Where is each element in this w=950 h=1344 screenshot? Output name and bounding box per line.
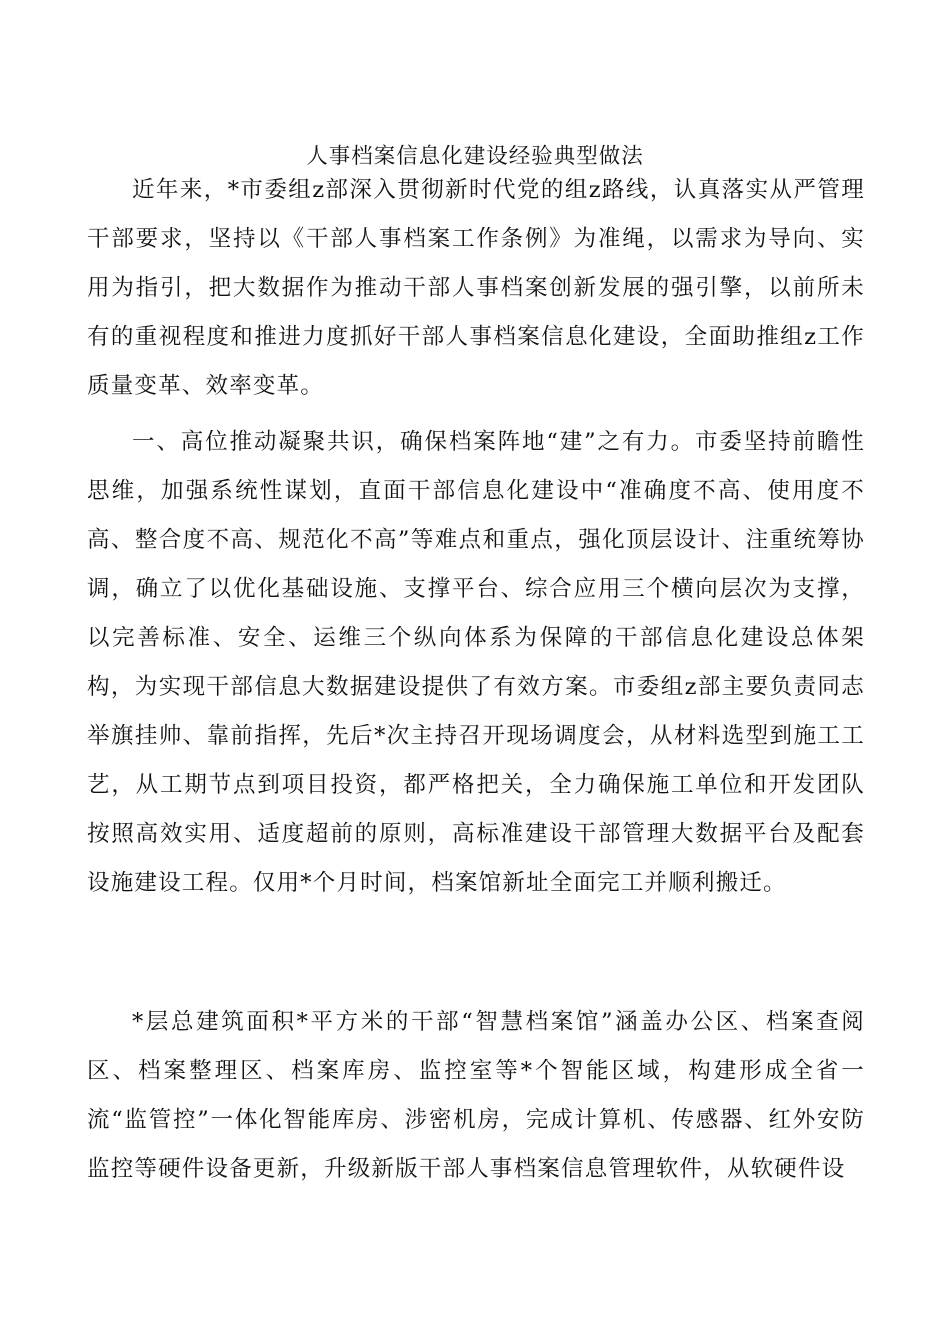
document-title: 人事档案信息化建设经验典型做法 [306,144,644,169]
paragraph-smart-archive: *层总建筑面积*平方米的干部“智慧档案馆”涵盖办公区、档案查阅区、档案整理区、档案库房、监控室等*个智能区域，构建形成全省一流“监管控”一体化智能库房、涉密机房，完成计算机、传感器、红外安防监控等硬件设备更新，升级新版干部人事档案信息管理软件，从软硬件设 [87,1009,865,1182]
paragraph-section-one: 一、高位推动凝聚共识，确保档案阵地“建”之有力。市委坚持前瞻性思维，加强系统性谋划，直面干部信息化建设中“准确度不高、使用度不高、整合度不高、规范化不高”等难点和重点，强化顶层设计、注重统筹协调，确立了以优化基础设施、支撑平台、综合应用三个横向层次为支撑，以完善标准、安全、运维三个纵向体系为保障的干部信息化建设总体架构，为实现干部信息大数据建设提供了有效方案。市委组z部主要负责同志举旗挂帅、靠前指挥，先后*次主持召开现场调度会，从材料选型到施工工艺，从工期节点到项目投资，都严格把关，全力确保施工单位和开发团队按照高效实用、适度超前的原则，高标准建设干部管理大数据平台及配套设施建设工程。仅用*个月时间，档案馆新址全面完工并顺利搬迁。 [87,429,865,896]
paragraph-intro: 近年来，*市委组z部深入贯彻新时代党的组z路线，认真落实从严管理干部要求，坚持以《干部人事档案工作条例》为准绳，以需求为导向、实用为指引，把大数据作为推动干部人事档案创新发展的强引擎，以前所未有的重视程度和推进力度抓好干部人事档案信息化建设，全面助推组z工作质量变革、效率变革。 [87,177,865,399]
